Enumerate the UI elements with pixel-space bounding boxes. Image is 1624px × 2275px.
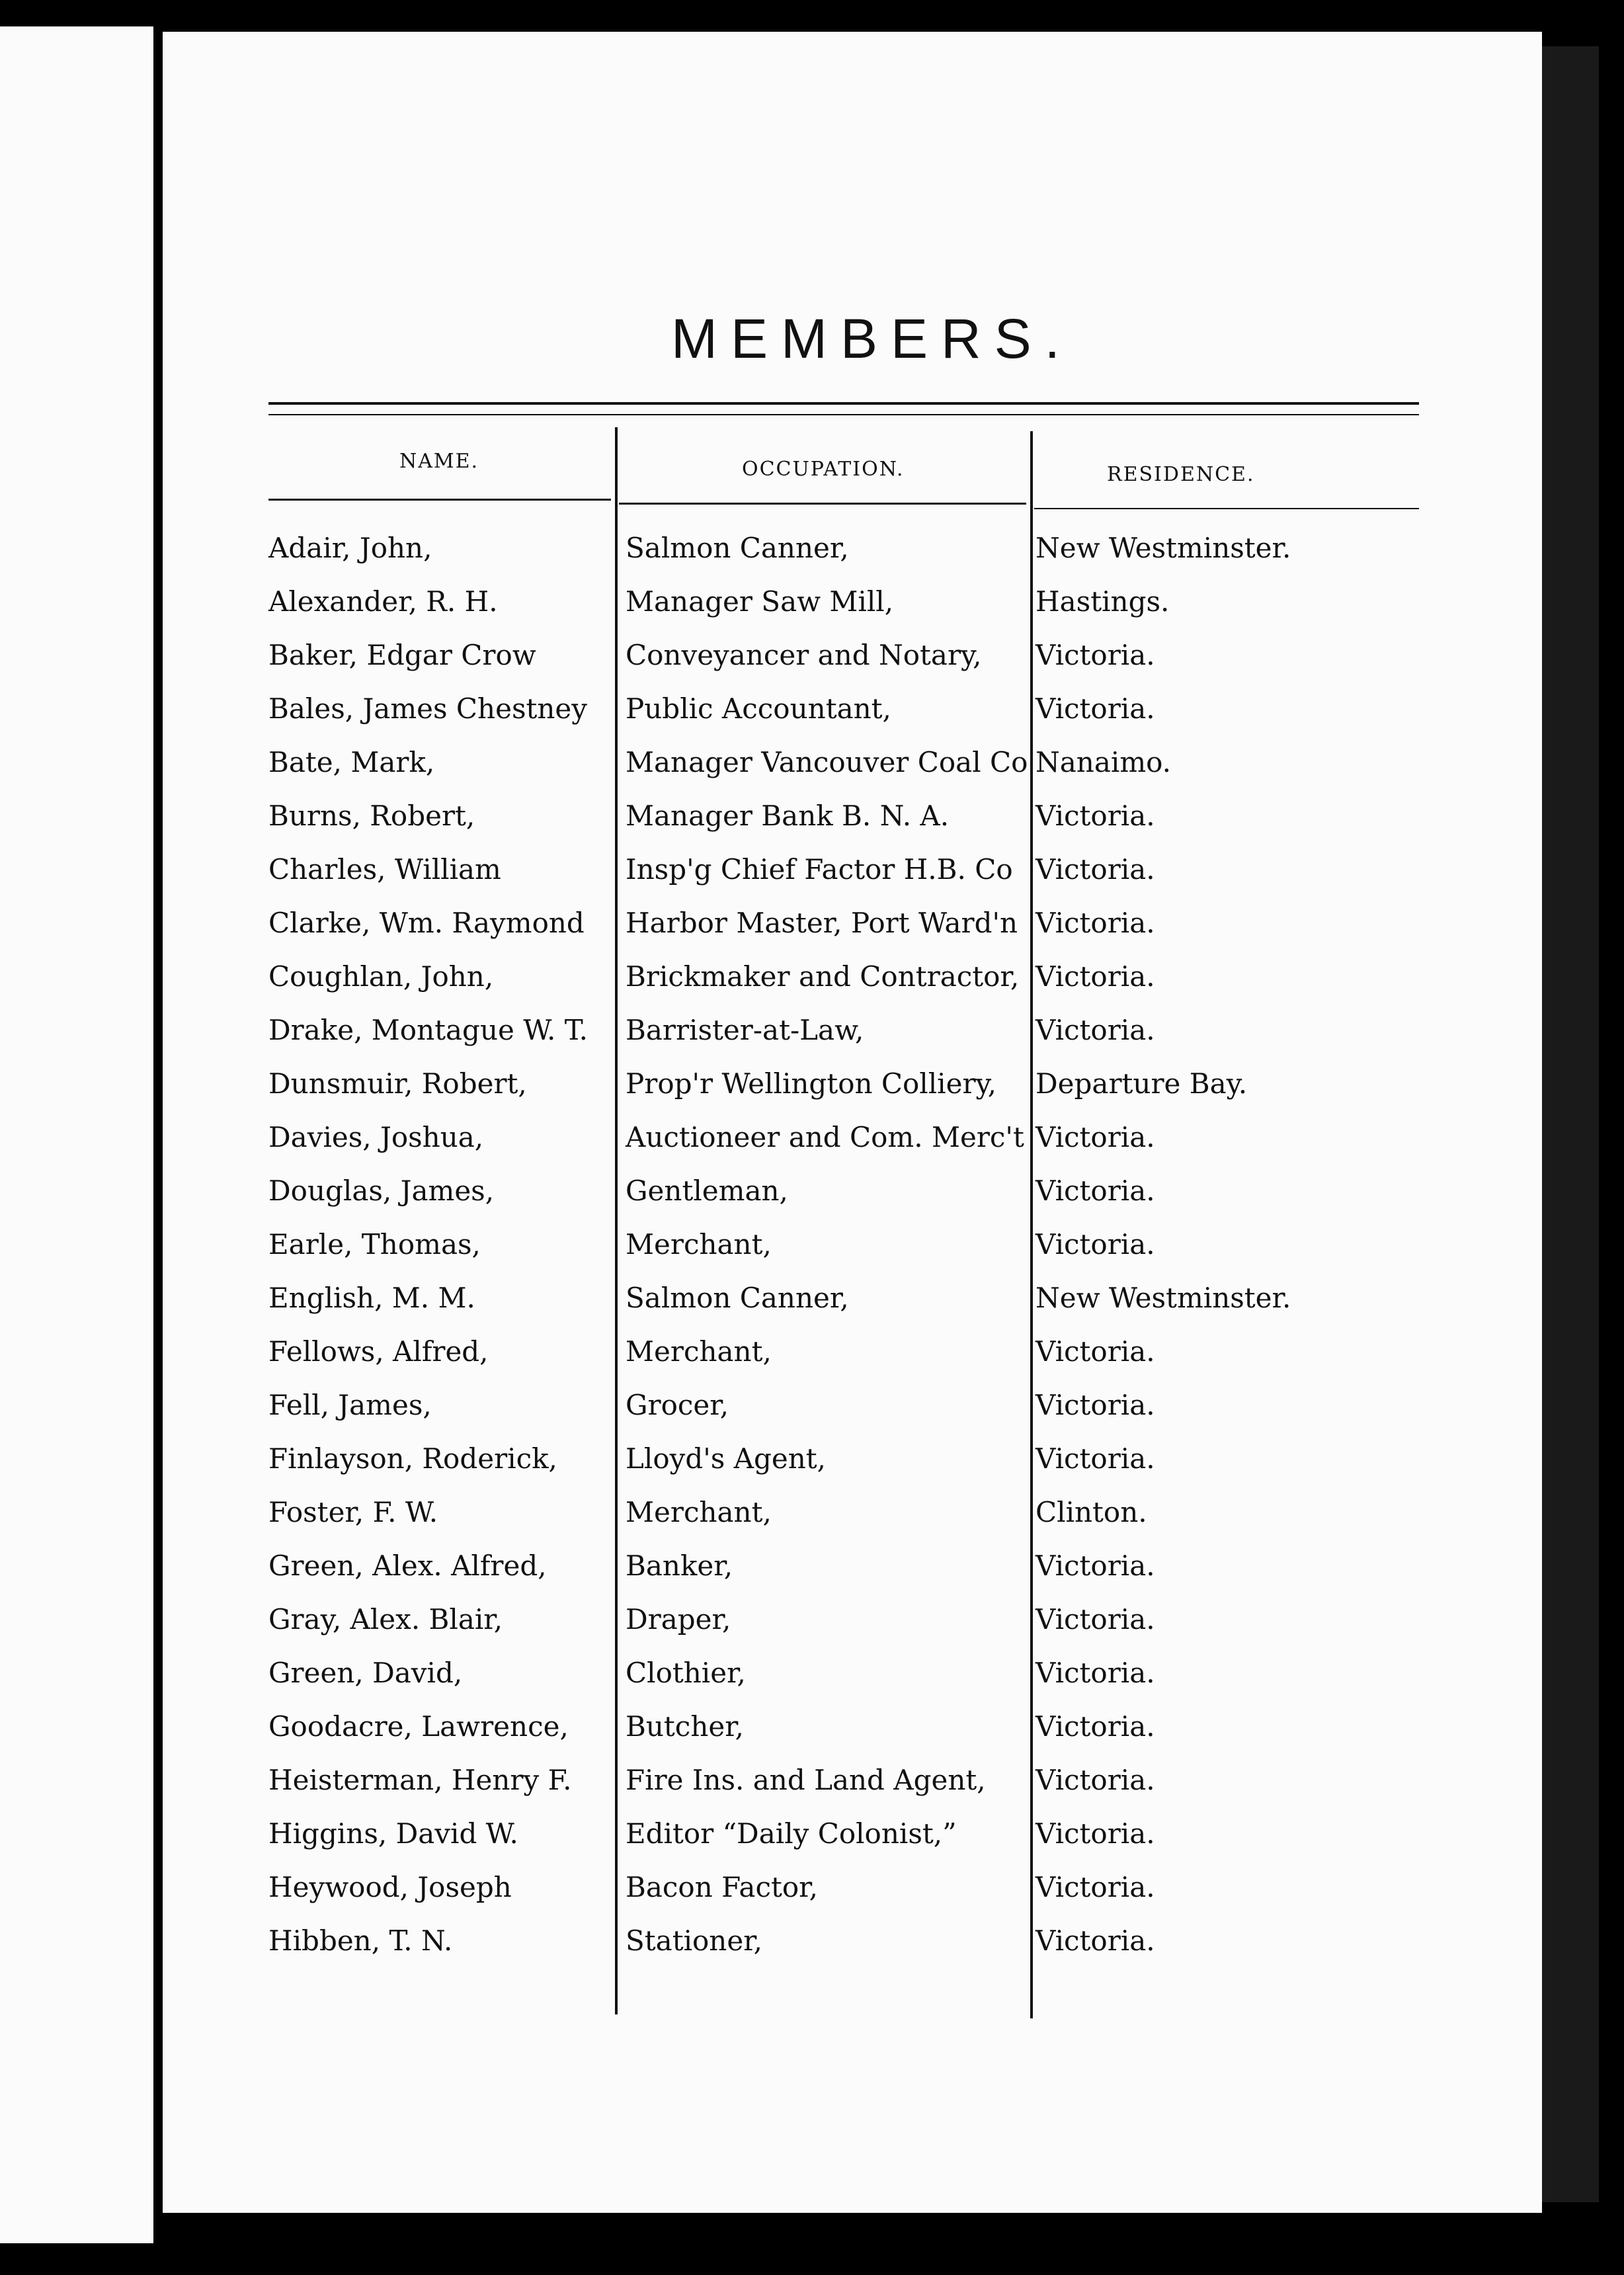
member-residence: Victoria. <box>1035 1228 1155 1261</box>
book-spine <box>1542 46 1599 2202</box>
member-name: Charles, William <box>268 853 501 886</box>
member-residence: Victoria. <box>1035 1871 1155 1903</box>
member-name: Goodacre, Lawrence, <box>268 1710 569 1743</box>
member-name: Higgins, David W. <box>268 1817 518 1850</box>
member-residence: Victoria. <box>1035 1710 1155 1743</box>
member-residence: Victoria. <box>1035 1603 1155 1635</box>
member-occupation: Harbor Master, Port Ward'n <box>626 907 1018 939</box>
member-occupation: Manager Vancouver Coal Co <box>626 746 1028 778</box>
column-header-name: NAME. <box>399 450 479 473</box>
table-row <box>163 853 1542 899</box>
member-residence: Victoria. <box>1035 1121 1155 1153</box>
table-row <box>163 1657 1542 1703</box>
table-row <box>163 1710 1542 1757</box>
member-name: Finlayson, Roderick, <box>268 1442 557 1475</box>
member-name: Green, Alex. Alfred, <box>268 1550 547 1582</box>
member-name: Heywood, Joseph <box>268 1871 512 1903</box>
top-rule-thin <box>268 414 1419 415</box>
member-occupation: Manager Bank B. N. A. <box>626 800 950 832</box>
member-residence: New Westminster. <box>1035 1282 1291 1314</box>
member-residence: Victoria. <box>1035 960 1155 993</box>
page-title: MEMBERS. <box>670 308 1074 370</box>
member-occupation: Merchant, <box>626 1335 772 1368</box>
member-name: Fellows, Alfred, <box>268 1335 489 1368</box>
member-residence: Nanaimo. <box>1035 746 1172 778</box>
member-occupation: Fire Ins. and Land Agent, <box>626 1764 986 1796</box>
table-row <box>163 1442 1542 1489</box>
member-name: Davies, Joshua, <box>268 1121 484 1153</box>
member-name: Bales, James Chestney <box>268 692 588 725</box>
member-occupation: Salmon Canner, <box>626 532 849 564</box>
member-occupation: Merchant, <box>626 1496 772 1528</box>
header-rule-residence <box>1034 508 1419 509</box>
member-name: Alexander, R. H. <box>268 585 498 618</box>
member-occupation: Clothier, <box>626 1657 746 1689</box>
table-row <box>163 1014 1542 1060</box>
table-row <box>163 1496 1542 1542</box>
member-residence: Victoria. <box>1035 1550 1155 1582</box>
member-occupation: Lloyd's Agent, <box>626 1442 827 1475</box>
member-name: Drake, Montague W. T. <box>268 1014 588 1046</box>
member-occupation: Barrister-at-Law, <box>626 1014 864 1046</box>
document-page <box>163 32 1542 2213</box>
table-row <box>163 692 1542 739</box>
table-row <box>163 1282 1542 1328</box>
table-row <box>163 1121 1542 1167</box>
table-row <box>163 585 1542 632</box>
member-name: Foster, F. W. <box>268 1496 438 1528</box>
member-occupation: Prop'r Wellington Colliery, <box>626 1067 997 1100</box>
column-header-residence: RESIDENCE. <box>1107 463 1255 486</box>
member-occupation: Draper, <box>626 1603 731 1635</box>
member-residence: Victoria. <box>1035 1175 1155 1207</box>
member-residence: Victoria. <box>1035 1442 1155 1475</box>
table-row <box>163 1389 1542 1435</box>
header-rule-occupation <box>619 503 1026 505</box>
member-name: English, M. M. <box>268 1282 475 1314</box>
member-name: Dunsmuir, Robert, <box>268 1067 527 1100</box>
member-name: Baker, Edgar Crow <box>268 639 536 671</box>
table-row <box>163 746 1542 792</box>
member-residence: Victoria. <box>1035 1657 1155 1689</box>
member-residence: Victoria. <box>1035 639 1155 671</box>
member-occupation: Bacon Factor, <box>626 1871 818 1903</box>
member-name: Bate, Mark, <box>268 746 435 778</box>
member-name: Burns, Robert, <box>268 800 475 832</box>
member-residence: Victoria. <box>1035 1764 1155 1796</box>
table-row <box>163 1871 1542 1917</box>
table-row <box>163 1067 1542 1114</box>
member-occupation: Public Accountant, <box>626 692 891 725</box>
facing-page-edge <box>0 26 153 2243</box>
member-residence: Victoria. <box>1035 907 1155 939</box>
member-name: Green, David, <box>268 1657 463 1689</box>
member-occupation: Insp'g Chief Factor H.B. Co <box>626 853 1013 886</box>
table-row <box>163 1764 1542 1810</box>
member-residence: Victoria. <box>1035 692 1155 725</box>
member-occupation: Banker, <box>626 1550 733 1582</box>
member-occupation: Stationer, <box>626 1924 763 1957</box>
table-row <box>163 639 1542 685</box>
member-residence: New Westminster. <box>1035 532 1291 564</box>
header-rule-name <box>268 499 611 501</box>
member-name: Adair, John, <box>268 532 432 564</box>
member-occupation: Butcher, <box>626 1710 745 1743</box>
table-row <box>163 1228 1542 1274</box>
member-residence: Victoria. <box>1035 1924 1155 1957</box>
member-residence: Victoria. <box>1035 1335 1155 1368</box>
member-residence: Victoria. <box>1035 800 1155 832</box>
member-name: Clarke, Wm. Raymond <box>268 907 585 939</box>
table-row <box>163 960 1542 1007</box>
member-residence: Victoria. <box>1035 1817 1155 1850</box>
member-occupation: Grocer, <box>626 1389 729 1421</box>
table-row <box>163 1175 1542 1221</box>
member-name: Hibben, T. N. <box>268 1924 453 1957</box>
member-residence: Victoria. <box>1035 1389 1155 1421</box>
member-name: Earle, Thomas, <box>268 1228 481 1261</box>
member-residence: Victoria. <box>1035 853 1155 886</box>
top-rule <box>268 402 1419 405</box>
member-name: Gray, Alex. Blair, <box>268 1603 503 1635</box>
table-row <box>163 1550 1542 1596</box>
member-occupation: Conveyancer and Notary, <box>626 639 982 671</box>
member-name: Fell, James, <box>268 1389 432 1421</box>
member-residence: Departure Bay. <box>1035 1067 1248 1100</box>
member-occupation: Gentleman, <box>626 1175 788 1207</box>
member-occupation: Salmon Canner, <box>626 1282 849 1314</box>
member-occupation: Auctioneer and Com. Merc't <box>626 1121 1024 1153</box>
table-row <box>163 1335 1542 1382</box>
member-residence: Victoria. <box>1035 1014 1155 1046</box>
member-residence: Clinton. <box>1035 1496 1147 1528</box>
column-header-occupation: OCCUPATION. <box>742 458 905 481</box>
member-occupation: Merchant, <box>626 1228 772 1261</box>
table-row <box>163 1603 1542 1649</box>
table-row <box>163 532 1542 578</box>
member-occupation: Manager Saw Mill, <box>626 585 894 618</box>
member-occupation: Brickmaker and Contractor, <box>626 960 1020 993</box>
member-name: Heisterman, Henry F. <box>268 1764 572 1796</box>
table-row <box>163 800 1542 846</box>
table-row <box>163 907 1542 953</box>
member-residence: Hastings. <box>1035 585 1170 618</box>
table-row <box>163 1817 1542 1864</box>
member-occupation: Editor “Daily Colonist,” <box>626 1817 957 1850</box>
member-name: Douglas, James, <box>268 1175 495 1207</box>
table-row <box>163 1924 1542 1971</box>
member-name: Coughlan, John, <box>268 960 494 993</box>
